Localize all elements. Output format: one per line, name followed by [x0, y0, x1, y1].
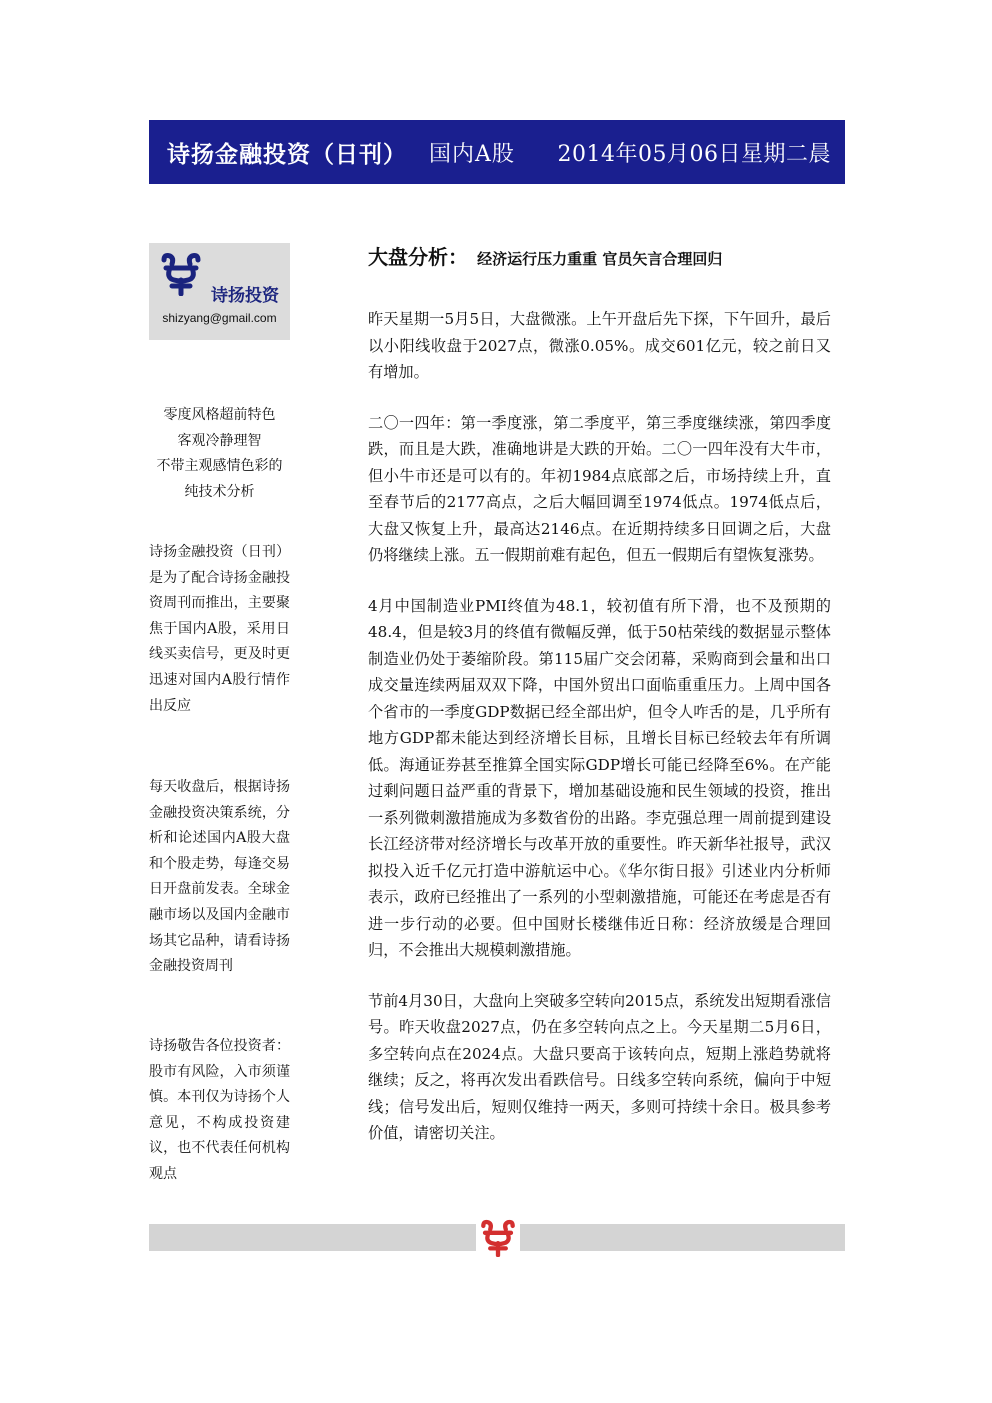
- article-title-main: 大盘分析：: [368, 245, 468, 269]
- logo-name: 诗扬投资: [211, 286, 279, 306]
- shiyang-logo-icon: [476, 1219, 520, 1257]
- publication-title: 诗扬金融投资（日刊）: [167, 141, 407, 168]
- tagline-line: 纯技术分析: [184, 483, 255, 500]
- sidebar-schedule: 每天收盘后，根据诗扬金融投资决策系统，分析和论述国内A股大盘和个股走势，每逢交易日开盘前发表。全球金融市场以及国内金融市场其它品种，请看诗扬金融投资周刊: [149, 779, 290, 975]
- sidebar-disclaimer: 诗扬敬告各位投资者：股市有风险，入市须谨慎。本刊仅为诗扬个人意见，不构成投资建议，也不代表任何机构观点: [149, 1038, 290, 1182]
- article-paragraph: 二〇一四年：第一季度涨，第二季度平，第三季度继续涨，第四季度跌，而且是大跌，准确地讲是大跌的开始。二〇一四年没有大牛市，但小牛市还是可以有的。年初1984点底部之后，市场持续上升，直至春节后的2177高点，之后大幅回调至1974低点。1974低点后，大盘又恢复上升，最高达2146点。在近期持续多日回调之后，大盘仍将继续上涨。五一假期前难有起色，但五一假期后有望恢复涨势。: [368, 413, 831, 564]
- sidebar-intro: 诗扬金融投资（日刊）是为了配合诗扬金融投资周刊而推出，主要聚焦于国内A股，采用日线买卖信号，更及时更迅速对国内A股行情作出反应: [149, 544, 290, 714]
- footer-logo: [476, 1219, 520, 1257]
- tagline-line: 不带主观感情色彩的: [156, 458, 283, 475]
- tagline-line: 客观冷静理智: [177, 432, 262, 449]
- tagline-line: 零度风格超前特色: [163, 407, 276, 423]
- logo-box: [149, 243, 290, 340]
- footer-bar: [149, 1224, 845, 1251]
- shiyang-logo-icon: [158, 252, 204, 296]
- article-paragraph: 4月中国制造业PMI终值为48.1，较初值有所下滑，也不及预期的48.4，但是较3月的终值有微幅反弹，低于50枯荣线的数据显示整体制造业仍处于萎缩阶段。第115届广交会闭幕，采购商到会量和出口成交量连续两届双双下降，中国外贸出口面临重重压力。上周中国各个省市的一季度GDP数据已经全部出炉，但令人咋舌的是，几乎所有地方GDP都未能达到经济增长目标，且增长目标已经较去年有所调低。海通证券甚至推算全国实际GDP增长可能已经降至6%。在产能过剩问题日益严重的背景下，增加基础设施和民生领域的投资，推出一系列微刺激措施成为多数省份的出路。李克强总理一周前提到建设长江经济带对经济增长与改革开放的重要性。昨天新华社报导，武汉拟投入近千亿元打造中游航运中心。《华尔街日报》引述业内分析师表示，政府已经推出了一系列的小型刺激措施，可能还在考虑是否有进一步行动的必要。但中国财长楼继伟近日称：经济放缓是合理回归，不会推出大规模刺激措施。: [368, 596, 831, 959]
- contact-email[interactable]: shizyang@gmail.com: [162, 311, 277, 325]
- article-paragraph: 昨天星期一5月5日，大盘微涨。上午开盘后先下探，下午回升，最后以小阳线收盘于2027点，微涨0.05%。成交601亿元，较之前日又有增加。: [368, 310, 831, 381]
- article-title: [368, 241, 722, 270]
- tagline: [149, 403, 290, 505]
- masthead: [149, 120, 845, 184]
- market-label: 国内A股: [429, 141, 515, 167]
- article-body: [368, 306, 831, 1171]
- issue-date: 2014年05月06日星期二晨: [557, 141, 831, 167]
- article-paragraph: 节前4月30日，大盘向上突破多空转向2015点，系统发出短期看涨信号。昨天收盘2027点，仍在多空转向点之上。今天星期二5月6日，多空转向点在2024点。大盘只要高于该转向点，短期上涨趋势就将继续；反之，将再次发出看跌信号。日线多空转向系统，偏向于中短线；信号发出后，短则仅维持一两天，多则可持续十余日。极具参考价值，请密切关注。: [368, 991, 831, 1142]
- article-title-sub: 经济运行压力重重 官员矢言合理回归: [477, 250, 723, 268]
